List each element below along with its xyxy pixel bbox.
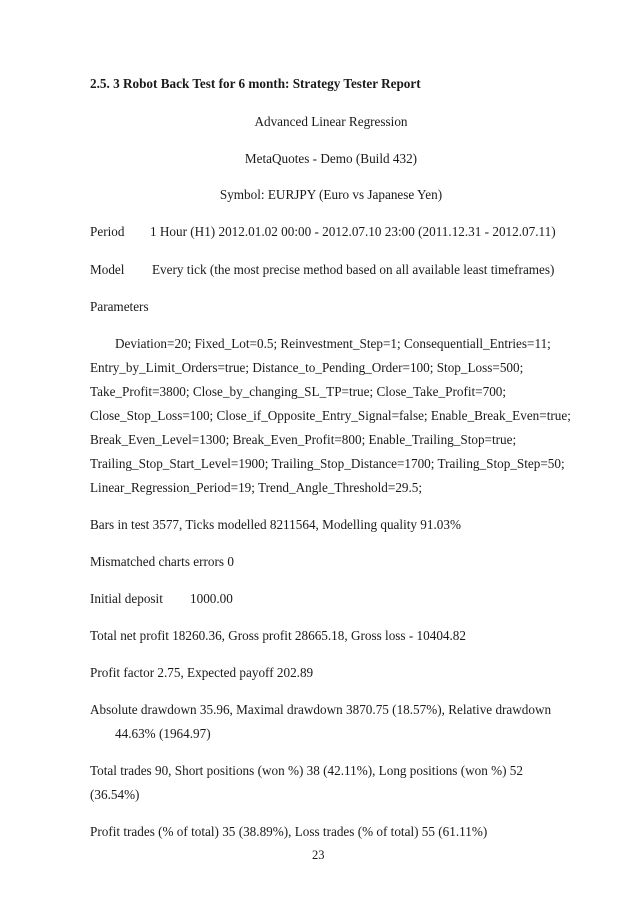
initial-deposit-value: 1000.00 — [190, 591, 233, 606]
trades-line: (36.54%) — [90, 787, 140, 802]
profit-loss-trades: Profit trades (% of total) 35 (38.89%), Loss trades (% of total) 55 (61.11%) — [90, 824, 488, 839]
model-label: Model — [90, 262, 125, 277]
parameter-line: Take_Profit=3800; Close_by_changing_SL_TP=true; Close_Take_Profit=700; — [90, 384, 507, 399]
parameter-line: Deviation=20; Fixed_Lot=0.5; Reinvestment_Step=1; Consequentiall_Entries=11; — [115, 336, 551, 351]
parameter-line: Trailing_Stop_Start_Level=1900; Trailing_Stop_Distance=1700; Trailing_Stop_Step=50; — [90, 456, 565, 471]
parameter-line: Close_Stop_Loss=100; Close_if_Opposite_Entry_Signal=false; Enable_Break_Even=true; — [90, 408, 571, 423]
initial-deposit-label: Initial deposit — [90, 591, 163, 606]
period-row — [90, 224, 556, 240]
server-name: MetaQuotes - Demo (Build 432) — [244, 151, 418, 166]
parameters-label: Parameters — [90, 299, 149, 314]
section-heading: 2.5. 3 Robot Back Test for 6 month: Strategy Tester Report — [90, 76, 421, 91]
mismatched-errors: Mismatched charts errors 0 — [90, 554, 234, 569]
drawdown-line: 44.63% (1964.97) — [115, 726, 211, 741]
parameter-line: Break_Even_Level=1300; Break_Even_Profit=800; Enable_Trailing_Stop=true; — [90, 432, 517, 447]
initial-deposit-row — [90, 591, 233, 607]
symbol-line: Symbol: EURJPY (Euro vs Japanese Yen) — [219, 187, 443, 202]
model-row — [90, 262, 554, 278]
drawdown-line: Absolute drawdown 35.96, Maximal drawdown 3870.75 (18.57%), Relative drawdown — [90, 702, 552, 717]
profit-factor: Profit factor 2.75, Expected payoff 202.89 — [90, 665, 314, 680]
parameter-line: Linear_Regression_Period=19; Trend_Angle_Threshold=29.5; — [90, 480, 423, 495]
expert-name: Advanced Linear Regression — [254, 114, 408, 129]
bars-ticks-quality: Bars in test 3577, Ticks modelled 8211564, Modelling quality 91.03% — [90, 517, 461, 532]
trades-line: Total trades 90, Short positions (won %) 38 (42.11%), Long positions (won %) 52 — [90, 763, 523, 778]
period-value: 1 Hour (H1) 2012.01.02 00:00 - 2012.07.10 23:00 (2011.12.31 - 2012.07.11) — [150, 224, 556, 239]
model-value: Every tick (the most precise method based on all available least timeframes) — [152, 262, 555, 277]
profit-summary: Total net profit 18260.36, Gross profit 28665.18, Gross loss - 10404.82 — [90, 628, 466, 643]
parameter-line: Entry_by_Limit_Orders=true; Distance_to_Pending_Order=100; Stop_Loss=500; — [90, 360, 524, 375]
period-label: Period — [90, 224, 125, 239]
page-number: 23 — [312, 848, 325, 862]
